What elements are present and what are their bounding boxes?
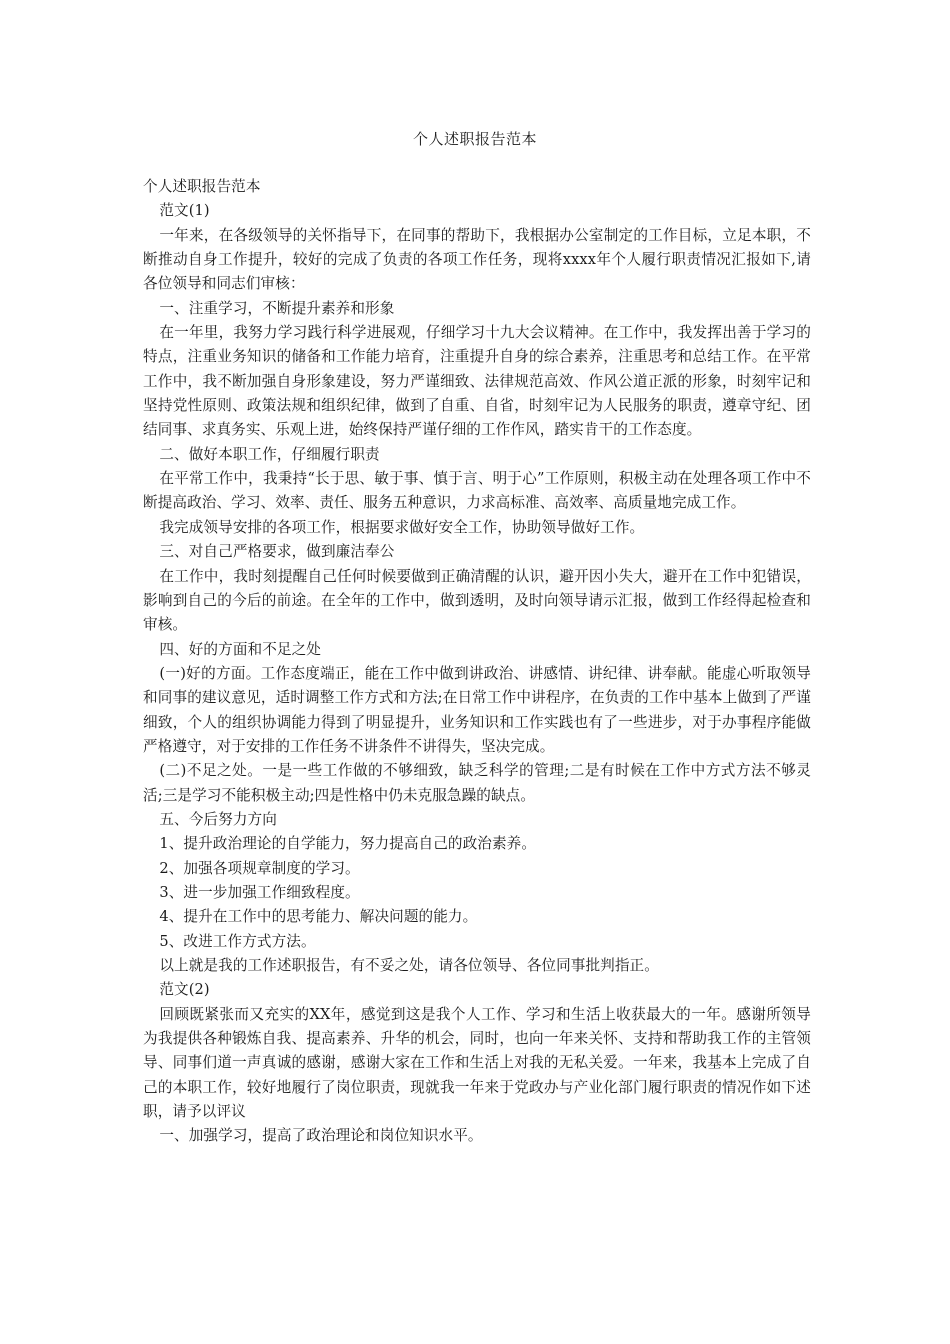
paragraph: 回顾既紧张而又充实的XX年，感觉到这是我个人工作、学习和生活上收获最大的一年。感谢所领导为我提供各种锻炼自我、提高素养、升华的机会，同时，也向一年来关怀、支持和帮助我工作的主管领导、同事们道一声真诚的感谢，感谢大家在工作和生活上对我的无私关爱。一年来，我基本上完成了自己的本职工作，较好地履行了岗位职责，现就我一年来于党政办与产业化部门履行职责的情况作如下述职，请予以评议	[143, 1005, 811, 1121]
paragraph: 三、对自己严格要求，做到廉洁奉公	[159, 543, 395, 561]
paragraph: (二)不足之处。一是一些工作做的不够细致，缺乏科学的管理;二是有时候在工作中方式方法不够灵活;三是学习不能积极主动;四是性格中仍未克服急躁的缺点。	[143, 762, 811, 804]
paragraph: 在平常工作中，我秉持“长于思、敏于事、慎于言、明于心”工作原则，积极主动在处理各项工作中不断提高政治、学习、效率、责任、服务五种意识，力求高标准、高效率、高质量地完成工作。	[143, 470, 811, 512]
paragraph: 二、做好本职工作，仔细履行职责	[159, 445, 380, 463]
paragraph: 五、今后努力方向	[159, 810, 277, 828]
paragraph: 在工作中，我时刻提醒自己任何时候要做到正确清醒的认识，避开因小失大，避开在工作中犯错误，影响到自己的今后的前途。在全年的工作中，做到透明，及时向领导请示汇报，做到工作经得起检查和审核。	[143, 567, 811, 634]
paragraph: 一、加强学习，提高了政治理论和岗位知识水平。	[159, 1127, 483, 1145]
paragraph: 范文(1)	[159, 202, 210, 220]
paragraph: 我完成领导安排的各项工作，根据要求做好安全工作，协助领导做好工作。	[159, 518, 645, 536]
paragraph: 5、改进工作方式方法。	[159, 932, 316, 950]
paragraph: 1、提升政治理论的自学能力，努力提高自己的政治素养。	[159, 835, 537, 853]
paragraph: 范文(2)	[159, 981, 210, 999]
paragraph: 在一年里，我努力学习践行科学进展观，仔细学习十九大会议精神。在工作中，我发挥出善于学习的特点，注重业务知识的储备和工作能力培育，注重提升自身的综合素养，注重思考和总结工作。在平常工作中，我不断加强自身形象建设，努力严谨细致、法律规范高效、作风公道正派的形象，时刻牢记和坚持党性原则、政策法规和组织纪律，做到了自重、自省，时刻牢记为人民服务的职责，遵章守纪、团结同事、求真务实、乐观上进，始终保持严谨仔细的工作作风，踏实肯干的工作态度。	[143, 324, 811, 439]
document-subtitle: 个人述职报告范本	[143, 178, 261, 195]
paragraph: 四、好的方面和不足之处	[159, 640, 321, 658]
paragraph: 3、进一步加强工作细致程度。	[159, 883, 360, 901]
paragraph: 4、提升在工作中的思考能力、解决问题的能力。	[159, 908, 478, 926]
paragraph: 一年来，在各级领导的关怀指导下，在同事的帮助下，我根据办公室制定的工作目标，立足本职，不断推动自身工作提升，较好的完成了负责的各项工作任务，现将xxxx年个人履行职责情况汇报如下,请各位领导和同志们审核：	[143, 226, 811, 293]
paragraph: 2、加强各项规章制度的学习。	[159, 859, 360, 877]
document-title: 个人述职报告范本	[412, 130, 537, 148]
paragraph: 以上就是我的工作述职报告，有不妥之处，请各位领导、各位同事批判指正。	[159, 957, 659, 974]
document-body	[143, 175, 811, 1149]
paragraph: (一)好的方面。工作态度端正，能在工作中做到讲政治、讲感情、讲纪律、讲奉献。能虚心听取领导和同事的建议意见，适时调整工作方式和方法;在日常工作中讲程序，在负责的工作中基本上做到了严谨细致，个人的组织协调能力得到了明显提升，业务知识和工作实践也有了一些进步，对于办事程序能做严格遵守，对于安排的工作任务不讲条件不讲得失，坚决完成。	[143, 664, 811, 755]
paragraph: 一、注重学习，不断提升素养和形象	[159, 299, 395, 317]
